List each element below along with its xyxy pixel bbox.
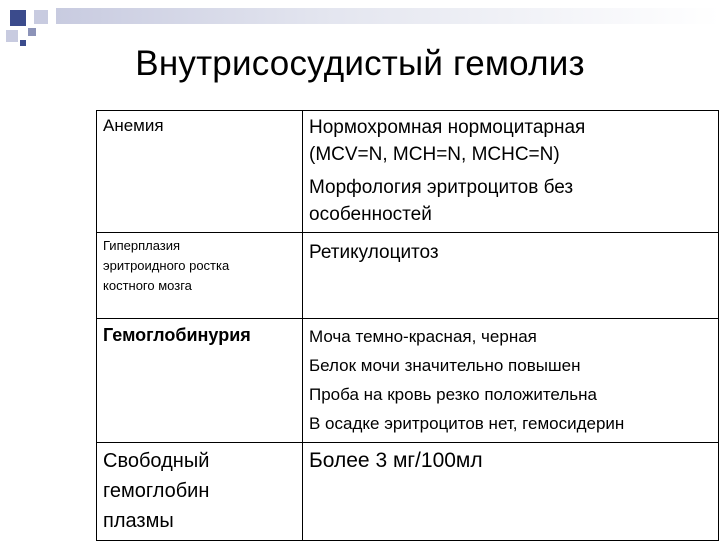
row-value-cell — [303, 233, 719, 319]
hemolysis-table — [96, 110, 719, 541]
decor-square — [28, 28, 36, 36]
row-label-line: Свободный — [103, 450, 210, 472]
table-row — [97, 233, 719, 319]
value-line: Моча темно-красная, черная — [309, 327, 537, 346]
row-label: Гемоглобинурия — [103, 325, 251, 345]
row-label-line: эритроидного ростка — [103, 258, 230, 273]
decor-square — [10, 10, 26, 26]
decor-square — [6, 30, 18, 42]
row-label-cell — [97, 319, 303, 443]
row-label-line: Гиперплазия — [103, 238, 181, 253]
value-line: Ретикулоцитоз — [309, 242, 439, 263]
row-label-line: плазмы — [103, 510, 174, 532]
value-line: Проба на кровь резко положительна — [309, 385, 597, 404]
table-row — [97, 443, 719, 541]
value-line: В осадке эритроцитов нет, гемосидерин — [309, 414, 625, 433]
decor-stripe — [56, 8, 720, 24]
row-label-line: гемоглобин — [103, 480, 210, 502]
value-line: Нормохромная нормоцитарная — [309, 117, 586, 138]
row-label: Анемия — [103, 116, 164, 135]
page-title: Внутрисосудистый гемолиз — [135, 44, 585, 83]
row-value-cell — [303, 319, 719, 443]
value-line: Морфология эритроцитов без — [309, 177, 574, 198]
table-row — [97, 111, 719, 233]
value-line: Более 3 мг/100мл — [309, 449, 483, 472]
row-label-line: костного мозга — [103, 278, 192, 293]
row-value-cell — [303, 443, 719, 541]
row-value-cell — [303, 111, 719, 233]
table-row — [97, 319, 719, 443]
decor-square — [34, 10, 48, 24]
row-label-cell — [97, 443, 303, 541]
corner-decoration — [0, 0, 720, 50]
value-line: (MCV=N, MCH=N, MCHC=N) — [309, 144, 560, 165]
value-line: Белок мочи значительно повышен — [309, 356, 581, 375]
row-label-cell — [97, 233, 303, 319]
row-label-cell — [97, 111, 303, 233]
value-line: особенностей — [309, 204, 432, 225]
